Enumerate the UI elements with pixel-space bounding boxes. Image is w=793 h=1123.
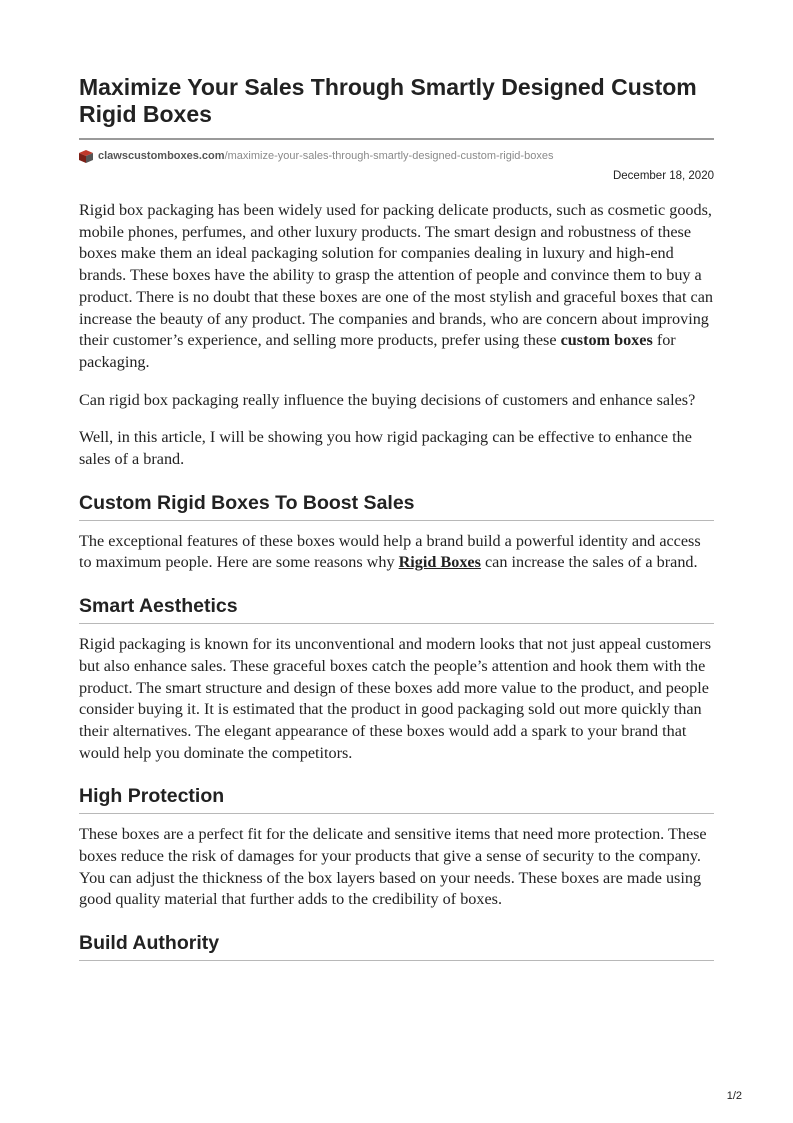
section-paragraph: These boxes are a perfect fit for the delicate and sensitive items that need more protection. These boxes reduce the risk of damages for your products that give a sense of security to the company. You can adjust the thickness of the box layers based on your needs. These boxes are made using good quality material that further adds to the credibility of boxes.: [79, 825, 707, 909]
rigid-boxes-link[interactable]: Rigid Boxes: [398, 553, 481, 572]
section-divider: [79, 813, 714, 814]
section-heading: Build Authority: [79, 932, 220, 955]
section-paragraph: Rigid packaging is known for its unconventional and modern looks that not just appeal customers but also enhance sales. These graceful boxes catch the people’s attention and hook them with the product. The smart structure and design of these boxes add more value to the product, and people consider buying it. It is estimated that the product in good packaging sold out more quickly than their alternatives. The elegant appearance of these boxes would add a spark to your brand that would help you dominate the competitors.: [79, 635, 712, 762]
section-divider: [79, 520, 714, 521]
section-build-authority: [79, 931, 714, 961]
page-title: Maximize Your Sales Through Smartly Designed Custom Rigid Boxes: [79, 74, 697, 127]
intro-paragraph-3: Well, in this article, I will be showing you how rigid packaging can be effective to enhance the sales of a brand.: [79, 428, 692, 469]
section-heading: High Protection: [79, 785, 225, 808]
section-divider: [79, 623, 714, 624]
intro-text: Rigid box packaging has been widely used for packing delicate products, such as cosmetic goods, mobile phones, perfumes, and other luxury products. The smart design and robustness of these boxes make them an ideal packaging solution for companies dealing in luxury and high-end brands. These boxes have the ability to grasp the attention of people and convince them to buy a product. There is no doubt that these boxes are one of the most stylish and graceful boxes that can increase the beauty of any product. The companies and brands, who are concern about improving their customer’s experience, and selling more products, prefer using these: [79, 201, 713, 350]
box-logo-icon: [79, 150, 93, 163]
section-heading: Smart Aesthetics: [79, 595, 238, 618]
source-line: [79, 148, 714, 164]
article: [79, 74, 714, 971]
title-divider: [79, 138, 714, 140]
section-text: The exceptional features of these boxes would help a brand build a powerful identity and access to maximum people. Here are some reasons why: [79, 531, 701, 572]
page-number: 1/2: [726, 1090, 742, 1102]
section-custom-rigid-boxes: [79, 491, 714, 574]
intro-paragraph-1: [79, 200, 714, 374]
intro-text-end: for packaging.: [79, 331, 676, 371]
section-text-end: can increase the sales of a brand.: [480, 553, 698, 572]
section-divider: [79, 960, 714, 961]
section-heading: Custom Rigid Boxes To Boost Sales: [79, 491, 415, 514]
section-paragraph: [79, 531, 714, 574]
custom-boxes-emphasis: custom boxes: [560, 331, 653, 350]
intro-paragraph-2: Can rigid box packaging really influence the buying decisions of customers and enhance sales?: [79, 390, 696, 409]
section-high-protection: [79, 784, 714, 911]
publish-date: December 18, 2020: [612, 170, 714, 182]
section-smart-aesthetics: [79, 594, 714, 764]
source-domain[interactable]: clawscustomboxes.com: [98, 150, 225, 162]
source-path[interactable]: /maximize-your-sales-through-smartly-designed-custom-rigid-boxes: [224, 150, 554, 162]
